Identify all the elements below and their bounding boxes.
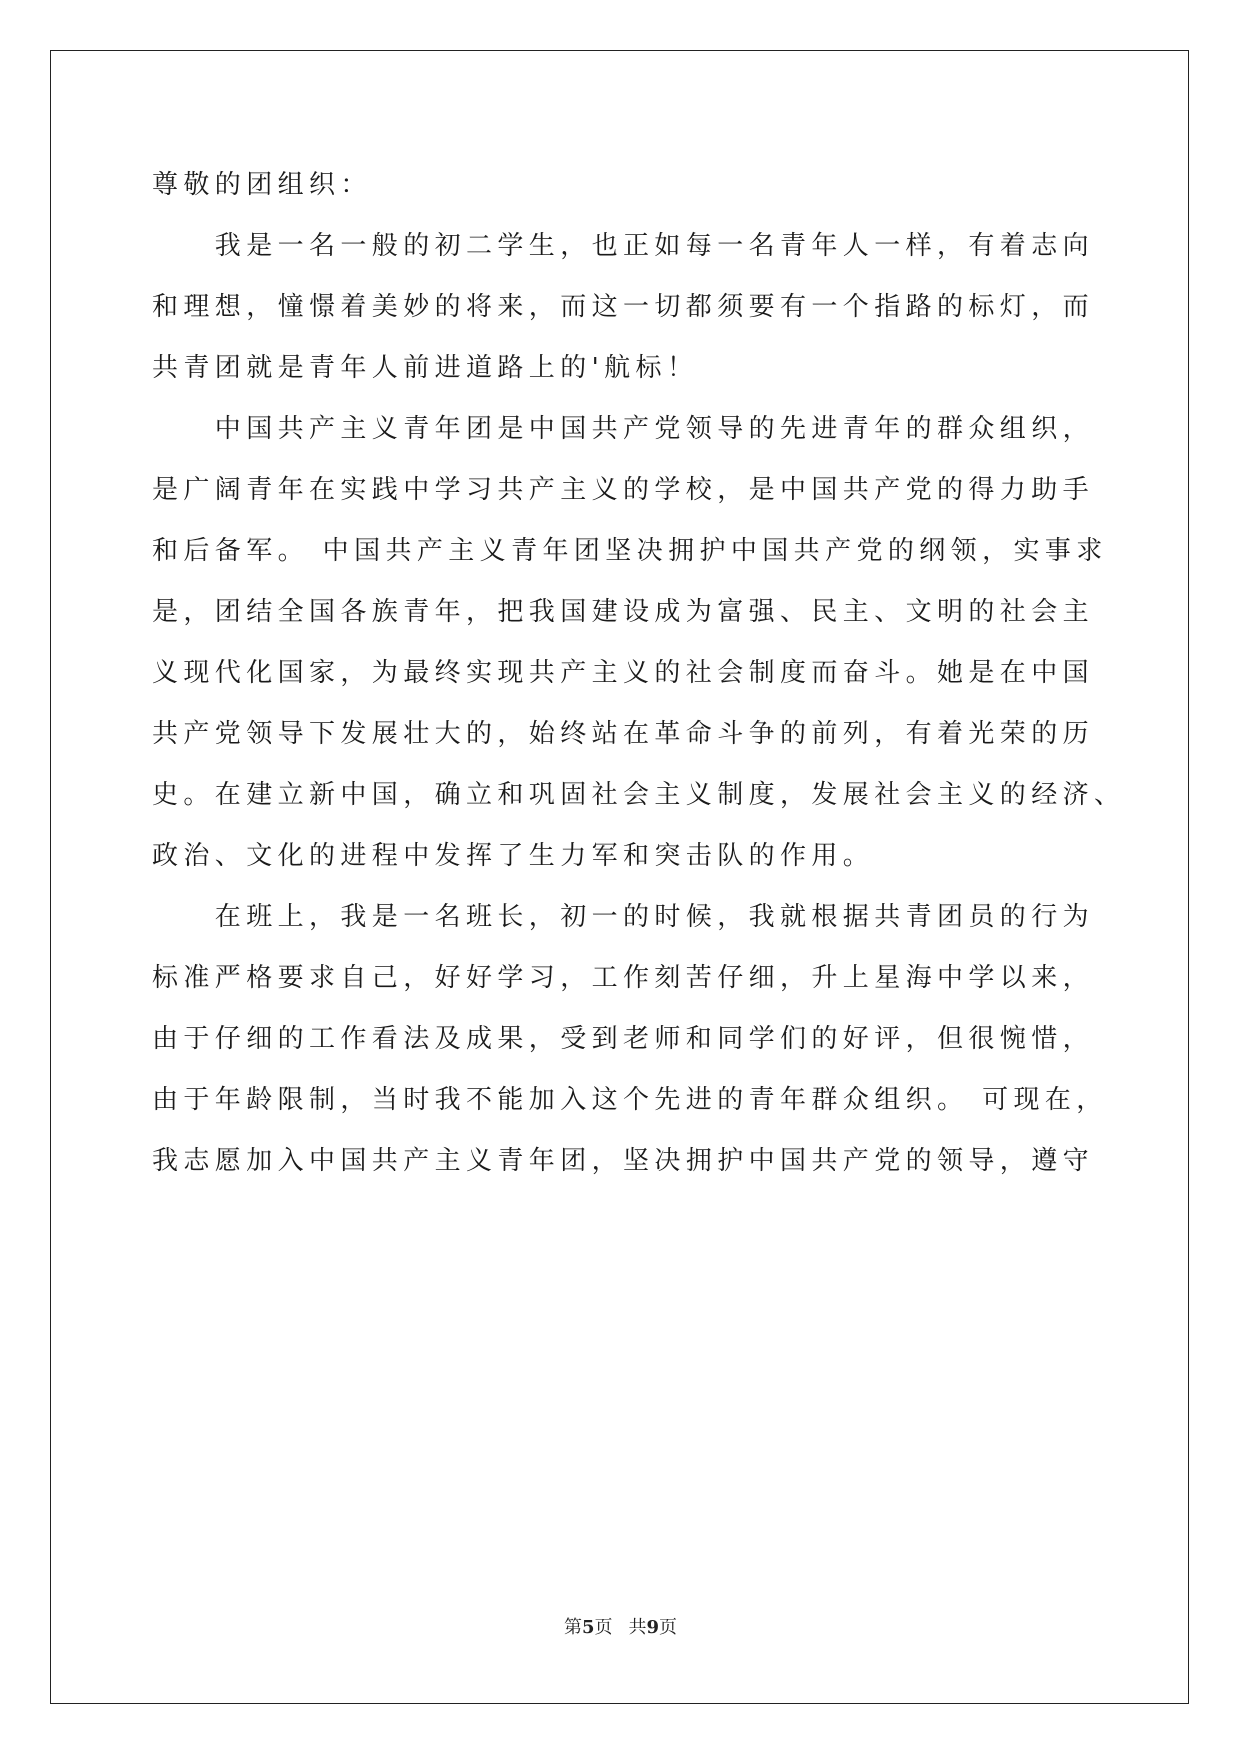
text-line: 和理想，憧憬着美妙的将来，而这一切都须要有一个指路的标灯，而	[152, 292, 1095, 322]
text-line: 中国共产主义青年团是中国共产党领导的先进青年的群众组织，	[152, 414, 1095, 444]
text-line: 是，团结全国各族青年，把我国建设成为富强、民主、文明的社会主	[152, 597, 1095, 627]
current-page-number: 5	[581, 1617, 595, 1638]
text-line: 我是一名一般的初二学生，也正如每一名青年人一样，有着志向	[152, 231, 1095, 261]
text-line: 在班上，我是一名班长，初一的时候，我就根据共青团员的行为	[152, 902, 1095, 932]
total-page-number: 9	[646, 1617, 660, 1638]
text-line: 义现代化国家，为最终实现共产主义的社会制度而奋斗。她是在中国	[152, 658, 1095, 688]
text-line: 史。在建立新中国，确立和巩固社会主义制度，发展社会主义的经济、	[152, 780, 1126, 810]
page-number-footer	[0, 1613, 1241, 1639]
text-line: 共青团就是青年人前进道路上的'航标！	[152, 353, 699, 383]
text-line: 政治、文化的进程中发挥了生力军和突击队的作用。	[152, 841, 875, 871]
total-prefix: 共	[628, 1617, 647, 1638]
text-line: 和后备军。 中国共产主义青年团坚决拥护中国共产党的纲领，实事求	[152, 536, 1108, 566]
document-body	[152, 155, 1126, 1192]
text-line: 标准严格要求自己，好好学习，工作刻苦仔细，升上星海中学以来，	[152, 963, 1095, 993]
text-line: 由于年龄限制，当时我不能加入这个先进的青年群众组织。 可现在，	[152, 1085, 1108, 1115]
page-prefix: 第	[563, 1617, 582, 1638]
page-suffix: 页	[594, 1617, 613, 1638]
text-line: 尊敬的团组织：	[152, 170, 372, 200]
text-line: 我志愿加入中国共产主义青年团，坚决拥护中国共产党的领导，遵守	[152, 1146, 1095, 1176]
text-line: 由于仔细的工作看法及成果，受到老师和同学们的好评，但很惋惜，	[152, 1024, 1095, 1054]
text-line: 共产党领导下发展壮大的，始终站在革命斗争的前列，有着光荣的历	[152, 719, 1095, 749]
total-suffix: 页	[659, 1617, 678, 1638]
text-line: 是广阔青年在实践中学习共产主义的学校，是中国共产党的得力助手	[152, 475, 1095, 505]
